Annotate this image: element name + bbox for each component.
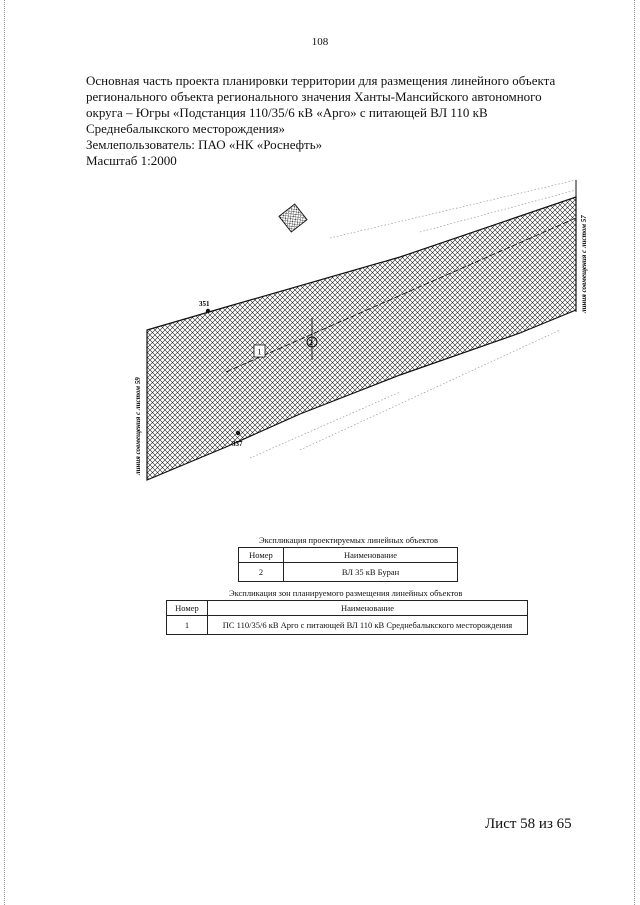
table-zones-cell-name: ПС 110/35/6 кВ Арго с питающей ВЛ 110 кВ Среднебалыкского месторождения — [208, 616, 528, 635]
header-line-3: округа – Югры «Подстанция 110/35/6 кВ «Арго» с питающей ВЛ 110 кВ — [86, 105, 488, 120]
sheet-number: Лист 58 из 65 — [485, 816, 572, 832]
table-zones-header-row — [167, 601, 528, 616]
table-zones-cell-number: 1 — [167, 616, 208, 635]
table-row — [167, 616, 528, 635]
line-label: 2 — [309, 339, 313, 347]
header-line-2: регионального объекта регионального значения Ханты-Мансийского автономного — [86, 89, 542, 104]
table-zones-header-name: Наименование — [208, 601, 528, 616]
land-user-line: Землепользователь: ПАО «НК «Роснефть» — [86, 137, 323, 152]
table-lines-title: Экспликация проектируемых линейных объектов — [259, 535, 438, 545]
existing-structure — [279, 204, 307, 232]
table-zones — [166, 600, 528, 635]
table-zones-title: Экспликация зон планируемого размещения линейных объектов — [229, 588, 463, 598]
right-match-line-label: линия совмещения с листом 57 — [580, 215, 588, 313]
table-lines-cell-number: 2 — [239, 563, 284, 582]
point-351-label: 351 — [199, 300, 210, 308]
table-row — [239, 563, 458, 582]
point-337-label: 337 — [232, 440, 243, 448]
page-number: 108 — [311, 36, 329, 48]
zone-label-box — [254, 345, 265, 357]
table-lines-header-row — [239, 548, 458, 563]
table-lines-header-number: Номер — [239, 548, 284, 563]
zone-label: 1 — [257, 347, 262, 357]
scale-line: Масштаб 1:2000 — [86, 153, 177, 168]
table-zones-header-number: Номер — [167, 601, 208, 616]
table-lines — [238, 547, 458, 582]
table-lines-header-name: Наименование — [284, 548, 458, 563]
table-lines-cell-name: ВЛ 35 кВ Буран — [284, 563, 458, 582]
point-351-marker — [206, 309, 210, 313]
planning-zone-1 — [147, 197, 576, 480]
point-337-marker — [236, 431, 240, 435]
left-match-line-label: линия совмещения с листом 59 — [134, 377, 142, 475]
header-line-1: Основная часть проекта планировки территории для размещения линейного объекта — [86, 73, 556, 88]
header-line-4: Среднебалыкского месторождения» — [86, 121, 286, 136]
